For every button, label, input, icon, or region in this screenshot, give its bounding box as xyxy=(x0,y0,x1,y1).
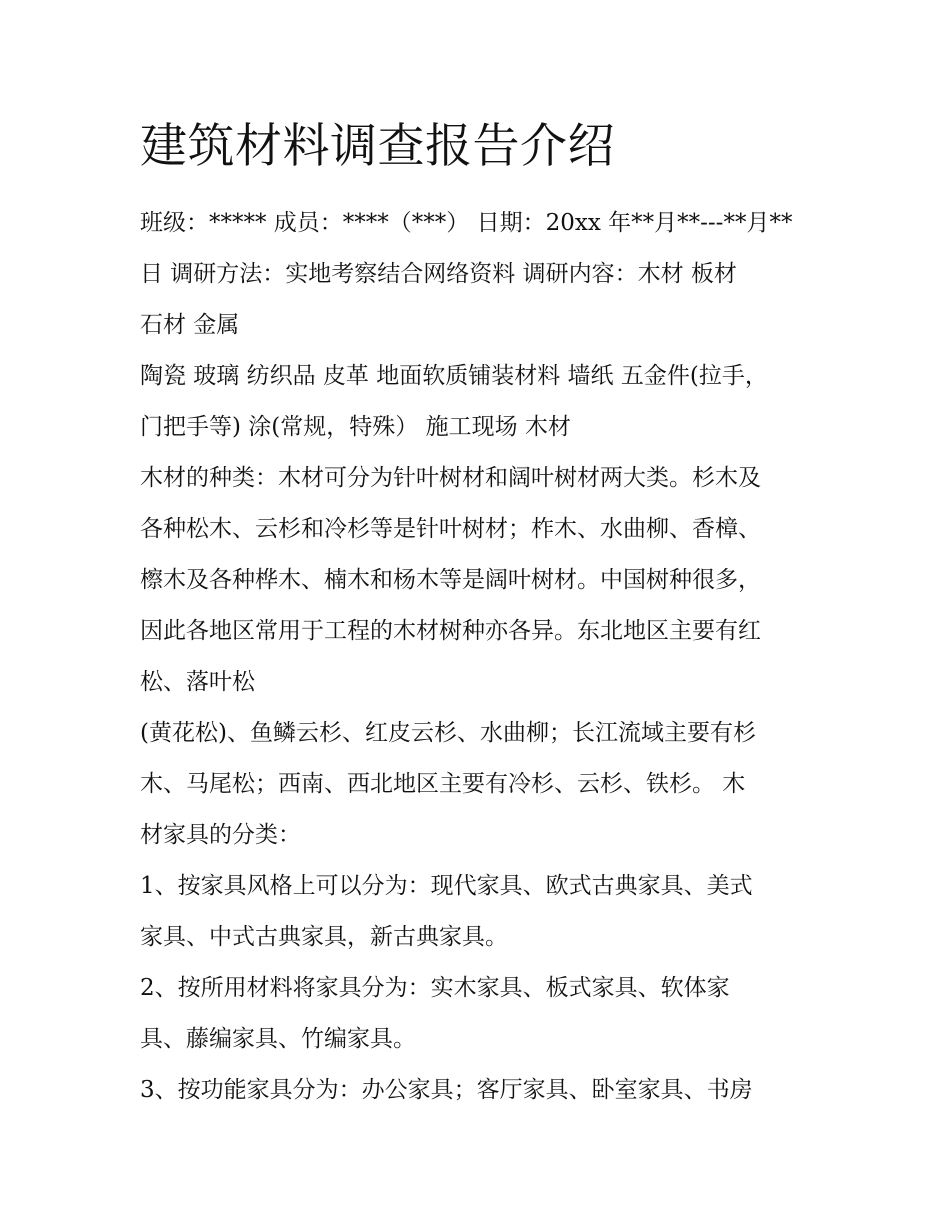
text-line-furniture-style-2: 家具、中式古典家具，新古典家具。 xyxy=(140,924,508,950)
text-line-wood-types-3: 檫木及各种桦木、楠木和杨木等是阔叶树材。中国树种很多， xyxy=(140,567,761,593)
text-line-materials-list: 陶瓷 玻璃 纺织品 皮革 地面软质铺装材料 墙纸 五金件(拉手， xyxy=(140,363,768,389)
text-line-wood-regions-3: (黄花松)、鱼鳞云杉、红皮云杉、水曲柳；长江流域主要有杉 xyxy=(140,720,756,746)
document-text xyxy=(140,198,830,1116)
text-line-materials-list-end: 门把手等) 涂(常规，特殊） 施工现场 木材 xyxy=(140,414,571,440)
text-line-furniture-material-2: 具、藤编家具、竹编家具。 xyxy=(140,1026,416,1052)
text-line-method: 日 调研方法：实地考察结合网络资料 调研内容：木材 板材 xyxy=(140,261,737,287)
text-line-meta: 班级：***** 成员：****（***） 日期：20xx 年**月**---**月** xyxy=(140,210,793,236)
document-title: 建筑材料调查报告介绍 xyxy=(140,119,615,174)
document-body xyxy=(140,110,830,1116)
text-line-furniture-function: 3、按功能家具分为：办公家具；客厅家具、卧室家具、书房 xyxy=(140,1077,753,1103)
text-line-wood-regions: 因此各地区常用于工程的木材树种亦各异。东北地区主要有红 xyxy=(140,618,761,644)
text-line-wood-regions-4: 木、马尾松；西南、西北地区主要有冷杉、云杉、铁杉。 木 xyxy=(140,771,746,797)
text-line-wood-types: 木材的种类：木材可分为针叶树材和阔叶树材两大类。杉木及 xyxy=(140,465,761,491)
text-line-wood-types-2: 各种松木、云杉和冷杉等是针叶树材；柞木、水曲柳、香樟、 xyxy=(140,516,761,542)
text-line-furniture-heading: 材家具的分类： xyxy=(140,822,301,848)
text-line-wood-regions-2: 松、落叶松 xyxy=(140,669,255,695)
text-line-content-continued: 石材 金属 xyxy=(140,312,240,338)
text-line-furniture-style: 1、按家具风格上可以分为：现代家具、欧式古典家具、美式 xyxy=(140,873,753,899)
text-line-furniture-material: 2、按所用材料将家具分为：实木家具、板式家具、软体家 xyxy=(140,975,730,1001)
